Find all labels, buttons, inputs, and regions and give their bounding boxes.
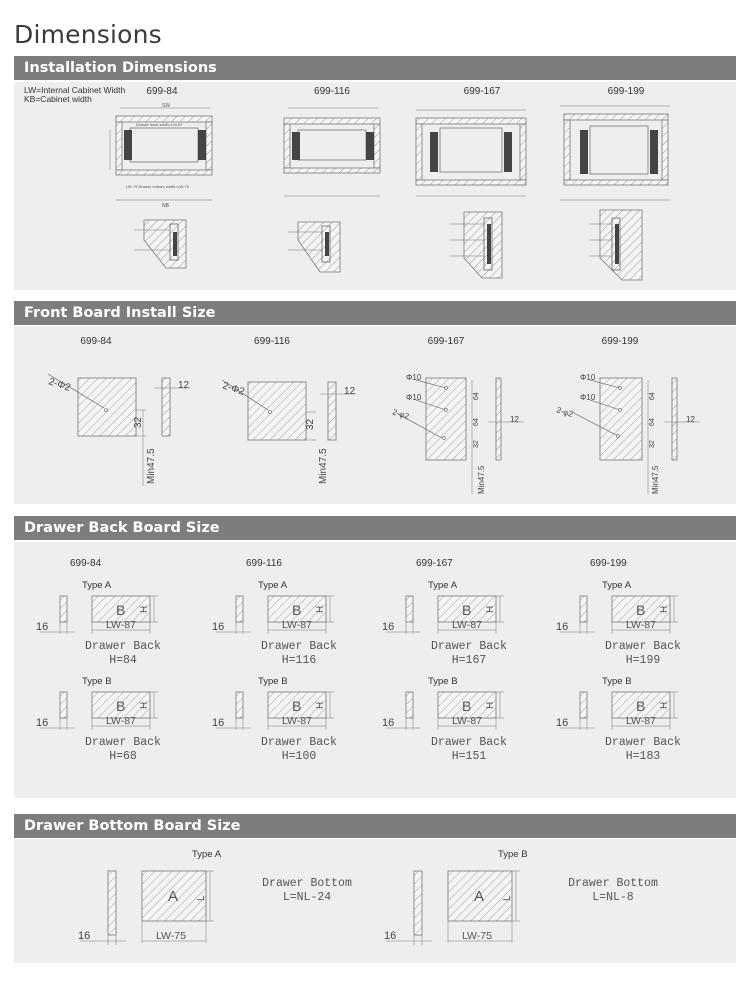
bottom-caption-type_b [558, 877, 668, 905]
front-drawing-1 [42, 366, 202, 496]
legend-lw: LW=Internal Cabinet Width [24, 85, 126, 95]
h-letter: H [139, 701, 150, 709]
section-drawer-back [14, 542, 736, 798]
h-letter: H [139, 605, 150, 613]
h-letter: H [659, 701, 670, 709]
caption-length: L=NL-24 [282, 891, 332, 904]
width-lw75: LW-75 [156, 930, 186, 942]
front-code-1: 699-84 [80, 336, 112, 347]
back-caption-type_b-2 [254, 736, 344, 764]
back-code-4: 699-199 [590, 558, 627, 569]
svg-text:64: 64 [649, 418, 656, 426]
thickness-16: 16 [556, 717, 569, 729]
back-type_b-label-3: Type B [428, 676, 458, 687]
install-code-1: 699-84 [146, 86, 178, 97]
svg-text:NB: NB [162, 203, 169, 209]
h-letter: H [659, 605, 670, 613]
l-letter: L [502, 895, 513, 901]
caption-height: H=199 [625, 654, 661, 667]
back-caption-type_a-2 [254, 640, 344, 668]
svg-text:Min47.5: Min47.5 [651, 465, 660, 494]
back-type_b-label-2: Type B [258, 676, 288, 687]
svg-text:12: 12 [178, 380, 190, 391]
front-drawing-4 [554, 366, 724, 498]
back-caption-type_b-1 [78, 736, 168, 764]
caption-drawer-back: Drawer Back [605, 640, 681, 653]
thickness-16: 16 [556, 621, 569, 633]
l-letter: L [196, 895, 207, 901]
section-header-front-board: Front Board Install Size [14, 301, 736, 325]
caption-drawer-back: Drawer Back [605, 736, 681, 749]
bottom-board-type_b [380, 867, 560, 953]
board-letter-b: B [636, 602, 646, 618]
install-code-3: 699-167 [463, 86, 501, 97]
section-header-drawer-bottom: Drawer Bottom Board Size [14, 814, 736, 838]
caption-drawer-back: Drawer Back [85, 736, 161, 749]
svg-text:Φ10: Φ10 [406, 393, 422, 402]
front-drawing-3 [376, 366, 546, 498]
back-type_a-label-2: Type A [258, 580, 288, 591]
back-caption-type_b-4 [598, 736, 688, 764]
svg-text:12: 12 [510, 415, 519, 424]
section-header-installation: Installation Dimensions [14, 56, 736, 80]
svg-text:Φ10: Φ10 [580, 373, 596, 382]
svg-text:32: 32 [133, 416, 144, 428]
back-type_a-label-3: Type A [428, 580, 458, 591]
caption-drawer-bottom: Drawer Bottom [262, 877, 352, 890]
h-letter: H [485, 605, 496, 613]
svg-text:Φ10: Φ10 [580, 393, 596, 402]
h-letter: H [315, 701, 326, 709]
svg-text:12: 12 [344, 386, 356, 397]
back-code-3: 699-167 [416, 558, 453, 569]
svg-text:LW-75 Drawer bottom width=LW-7: LW-75 Drawer bottom width=LW-75 [126, 184, 189, 189]
section-drawer-bottom [14, 839, 736, 963]
svg-text:SW: SW [162, 103, 171, 109]
width-lw87: LW-87 [106, 715, 136, 727]
board-letter-b: B [116, 602, 126, 618]
caption-drawer-back: Drawer Back [261, 736, 337, 749]
svg-text:Min47.5: Min47.5 [146, 448, 157, 484]
install-drawing-1 [74, 100, 234, 284]
width-lw87: LW-87 [626, 715, 656, 727]
svg-text:32: 32 [649, 440, 656, 448]
caption-height: H=151 [451, 750, 487, 763]
caption-drawer-back: Drawer Back [431, 640, 507, 653]
section-installation [14, 82, 736, 290]
back-type_a-label-4: Type A [602, 580, 632, 591]
board-letter-a: A [474, 888, 485, 905]
width-lw87: LW-87 [452, 715, 482, 727]
thickness-16: 16 [36, 621, 49, 633]
back-code-1: 699-84 [70, 558, 102, 569]
thickness-16: 16 [212, 717, 225, 729]
h-letter: H [485, 701, 496, 709]
install-code-4: 699-199 [607, 86, 645, 97]
caption-height: H=68 [109, 750, 137, 763]
width-lw87: LW-87 [106, 619, 136, 631]
svg-text:2-φ2: 2-φ2 [391, 407, 411, 422]
board-letter-b: B [462, 698, 472, 714]
svg-text:Min47.5: Min47.5 [477, 465, 486, 494]
caption-drawer-back: Drawer Back [85, 640, 161, 653]
front-code-4: 699-199 [601, 336, 639, 347]
section-front-board [14, 326, 736, 504]
board-letter-b: B [116, 698, 126, 714]
caption-height: H=167 [451, 654, 487, 667]
bottom-type_b-label: Type B [498, 849, 528, 860]
caption-drawer-back: Drawer Back [431, 736, 507, 749]
thickness-16: 16 [382, 717, 395, 729]
width-lw87: LW-87 [452, 619, 482, 631]
caption-length: L=NL-8 [592, 891, 634, 904]
back-caption-type_a-3 [424, 640, 514, 668]
svg-text:64: 64 [649, 392, 656, 400]
caption-drawer-bottom: Drawer Bottom [568, 877, 658, 890]
board-letter-a: A [168, 888, 179, 905]
bottom-board-type_a [74, 867, 254, 953]
svg-text:Min47.5: Min47.5 [318, 448, 329, 484]
legend-kb: KB=Cabinet width [24, 94, 92, 104]
caption-drawer-back: Drawer Back [261, 640, 337, 653]
thickness-16: 16 [382, 621, 395, 633]
back-code-2: 699-116 [246, 558, 282, 569]
thickness-16: 16 [78, 930, 91, 942]
board-letter-b: B [292, 602, 302, 618]
width-lw75: LW-75 [462, 930, 492, 942]
board-letter-b: B [636, 698, 646, 714]
svg-text:Drawer back width=LW-87: Drawer back width=LW-87 [136, 122, 183, 127]
board-letter-b: B [292, 698, 302, 714]
front-drawing-2 [216, 366, 376, 496]
svg-text:64: 64 [473, 392, 480, 400]
install-drawing-2 [242, 100, 402, 284]
back-caption-type_a-1 [78, 640, 168, 668]
back-type_a-label-1: Type A [82, 580, 112, 591]
svg-text:2-φ2: 2-φ2 [555, 405, 575, 420]
caption-height: H=116 [281, 654, 317, 667]
svg-text:2-Φ2: 2-Φ2 [47, 376, 72, 394]
back-caption-type_b-3 [424, 736, 514, 764]
svg-text:32: 32 [305, 418, 316, 430]
svg-text:64: 64 [473, 418, 480, 426]
caption-height: H=183 [625, 750, 661, 763]
caption-height: H=84 [109, 654, 137, 667]
width-lw87: LW-87 [626, 619, 656, 631]
back-type_b-label-1: Type B [82, 676, 112, 687]
svg-text:Φ10: Φ10 [406, 373, 422, 382]
h-letter: H [315, 605, 326, 613]
svg-text:12: 12 [686, 415, 695, 424]
install-drawing-4 [550, 96, 680, 286]
width-lw87: LW-87 [282, 619, 312, 631]
board-letter-b: B [462, 602, 472, 618]
svg-text:2-Φ2: 2-Φ2 [221, 380, 246, 398]
caption-height: H=100 [281, 750, 317, 763]
bottom-caption-type_a [252, 877, 362, 905]
bottom-type_a-label: Type A [192, 849, 222, 860]
thickness-16: 16 [212, 621, 225, 633]
install-drawing-3 [406, 98, 536, 284]
section-header-drawer-back: Drawer Back Board Size [14, 516, 736, 540]
svg-text:32: 32 [473, 440, 480, 448]
front-code-3: 699-167 [427, 336, 465, 347]
thickness-16: 16 [36, 717, 49, 729]
back-caption-type_a-4 [598, 640, 688, 668]
page-title: Dimensions [14, 20, 162, 49]
back-type_b-label-4: Type B [602, 676, 632, 687]
thickness-16: 16 [384, 930, 397, 942]
install-code-2: 699-116 [314, 86, 350, 97]
width-lw87: LW-87 [282, 715, 312, 727]
front-code-2: 699-116 [254, 336, 290, 347]
